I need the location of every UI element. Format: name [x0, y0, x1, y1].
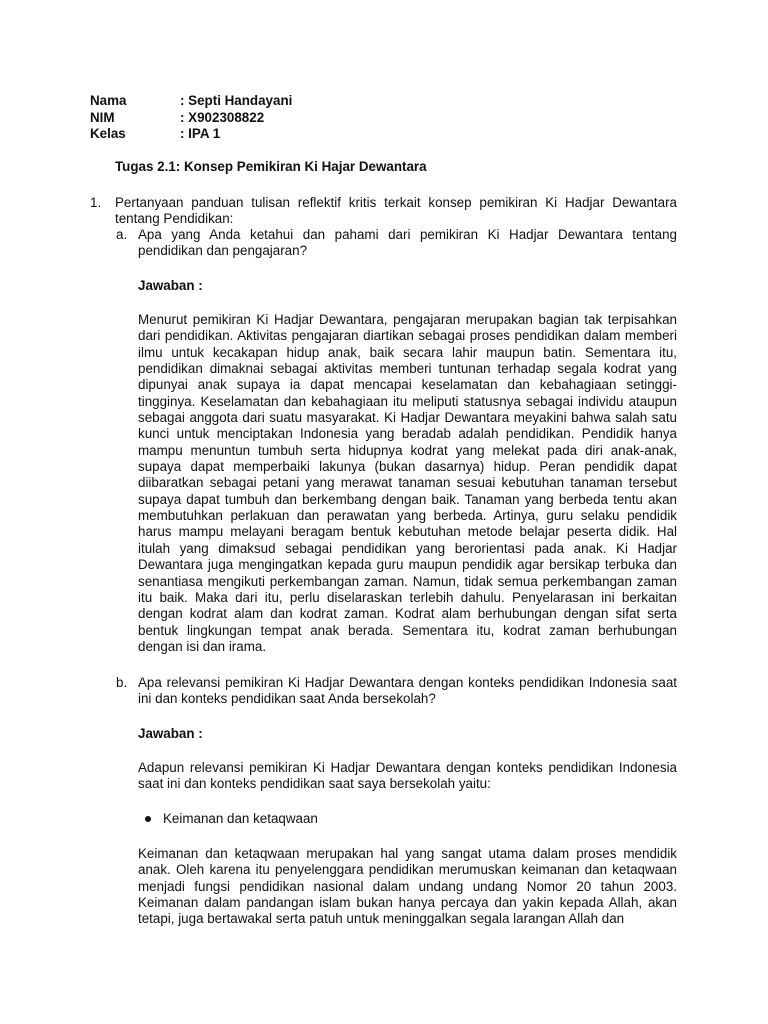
info-value: : IPA 1: [180, 126, 221, 141]
question-number: 1.: [90, 195, 102, 210]
sub-question-label: b.: [116, 675, 128, 690]
sub-question-text: Apa yang Anda ketahui dan pahami dari pemikiran Ki Hadjar Dewantara tentang pendidikan dan pengajaran?: [138, 227, 677, 259]
info-value: : Septi Handayani: [180, 93, 293, 108]
bullet-paragraph: Keimanan dan ketaqwaan merupakan hal yang sangat utama dalam proses mendidik anak. Oleh karena itu penyelenggara pendidikan merumuskan keimanan dan ketaqwaan menjadi fungsi pendidikan nasional dalam undang undang Nomor 20 tahun 2003. Keimanan dalam pandangan islam bukan hanya percaya dan yakin kepada Allah, akan tetapi, juga bertawakal serta patuh untuk meninggalkan segala larangan Allah dan: [138, 846, 677, 927]
answer-label-b: Jawaban :: [138, 726, 203, 741]
answer-intro-b: Adapun relevansi pemikiran Ki Hadjar Dewantara dengan konteks pendidikan Indonesia saat ini dan konteks pendidikan saat saya bersekolah yaitu:: [138, 760, 677, 792]
sub-question-b: [116, 675, 677, 708]
info-label: Kelas: [90, 126, 126, 141]
sub-question-a: [116, 227, 677, 260]
answer-paragraph-a: Menurut pemikiran Ki Hadjar Dewantara, pengajaran merupakan bagian tak terpisahkan dari pendidikan. Aktivitas pengajaran diartikan sebagai proses pendidikan dalam memberi ilmu untuk kecakapan hidup anak, baik secara lahir maupun batin. Sementara itu, pendidikan dimaknai sebagai aktivitas memberi tuntunan terhadap segala kodrat yang dipunyai anak supaya ia dapat mencapai keselamatan dan kebahagiaan setinggi-tingginya. Keselamatan dan kebahagiaan itu meliputi statusnya sebagai individu ataupun sebagai anggota dari suatu masyarakat. Ki Hadjar Dewantara meyakini bahwa salah satu kunci untuk menciptakan Indonesia yang beradab adalah pendidikan. Pendidik hanya mampu menuntun tumbuh serta hidupnya kodrat yang melekat pada diri anak-anak, supaya dapat memperbaiki lakunya (bukan dasarnya) hidup. Peran pendidik dapat diibaratkan sebagai petani yang merawat tanaman sesuai kebutuhan tanaman tersebut supaya dapat tumbuh dan berkembang dengan baik. Tanaman yang berbeda tentu akan membutuhkan perlakuan dan perawatan yang berbeda. Artinya, guru selaku pendidik harus mampu melayani beragam bentuk kebutuhan metode belajar peserta didik. Hal itulah yang dimaksud sebagai pendidikan yang berorientasi pada anak. Ki Hadjar Dewantara juga mengingatkan kepada guru maupun pendidik agar bersikap terbuka dan senantiasa mengikuti perkembangan zaman. Namun, tidak semua perkembangan zaman itu baik. Maka dari itu, perlu diselaraskan terlebih dahulu. Penyelarasan ini berkaitan dengan kodrat alam dan kodrat zaman. Kodrat alam berhubungan dengan sifat serta bentuk lingkungan tempat anak berada. Sementara itu, kodrat zaman berhubungan dengan isi dan irama.: [138, 312, 677, 654]
info-label: NIM: [90, 109, 115, 125]
info-row-nim: [90, 110, 292, 127]
info-row-nama: [90, 93, 292, 110]
answer-label-a: Jawaban :: [138, 278, 203, 293]
sub-question-label: a.: [116, 227, 128, 242]
student-info: [90, 93, 292, 143]
question-1: [90, 195, 677, 228]
info-label: Nama: [90, 93, 127, 108]
question-text: Pertanyaan panduan tulisan reflektif kritis terkait konsep pemikiran Ki Hadjar Dewantara tentang Pendidikan:: [115, 195, 677, 227]
bullet-item: [145, 811, 318, 826]
info-row-kelas: [90, 126, 292, 143]
sub-question-text: Apa relevansi pemikiran Ki Hadjar Dewantara dengan konteks pendidikan Indonesia saat ini dan konteks pendidikan saat Anda bersekolah?: [138, 675, 677, 707]
assignment-title: Tugas 2.1: Konsep Pemikiran Ki Hajar Dewantara: [115, 159, 427, 174]
bullet-dot-icon: [145, 816, 151, 822]
bullet-text: Keimanan dan ketaqwaan: [163, 811, 318, 826]
info-value: : X902308822: [180, 109, 265, 125]
